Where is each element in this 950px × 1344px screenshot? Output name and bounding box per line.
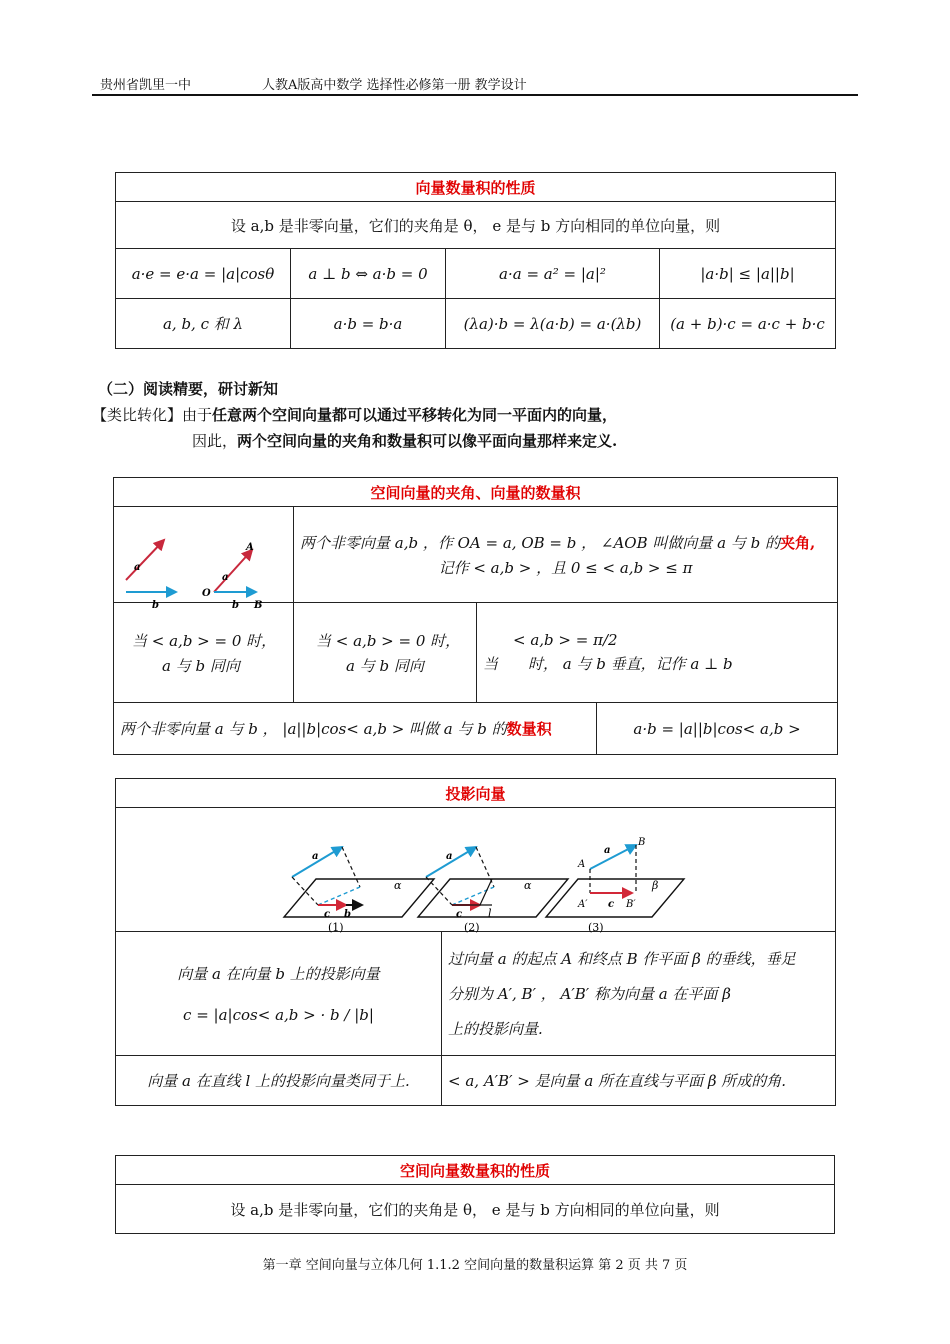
analogy-text: 由于 bbox=[182, 406, 213, 424]
angle-term: 夹角, bbox=[780, 533, 816, 552]
table4-intro: 设 a,b 是非零向量，它们的夹角是 θ， e 是与 b 方向相同的单位向量，则 bbox=[116, 1185, 835, 1234]
header-book: 人教A版高中数学 选择性必修第一册 教学设计 bbox=[262, 78, 527, 93]
case-perpendicular bbox=[477, 603, 838, 703]
case-condition: 当 < a,b > = 0 时， bbox=[132, 631, 277, 650]
dot-term: 数量积 bbox=[506, 720, 552, 738]
label-A-prime: A′ bbox=[578, 898, 588, 910]
property-cell: |a·b| ≤ |a||b| bbox=[660, 249, 836, 299]
label-a: a bbox=[446, 850, 453, 862]
label-b: b bbox=[152, 599, 159, 611]
label-b: b bbox=[344, 908, 351, 920]
page-footer: 第一章 空间向量与立体几何 1.1.2 空间向量的数量积运算 第 2 页 共 7 页 bbox=[262, 1258, 688, 1273]
label-beta: β bbox=[652, 878, 659, 892]
dot-product-definition bbox=[114, 703, 597, 755]
angle-definition: 两个非零向量 a,b ，作 OA = a, OB = b ， ∠AOB 叫做向量 a 与 b 的 bbox=[300, 533, 781, 552]
projection-on-plane-cell bbox=[442, 932, 836, 1056]
case-result: a 与 b 同向 bbox=[346, 656, 424, 675]
label-A: A bbox=[246, 541, 254, 553]
plane-definition: 分别为 A′, B′ ， A′B′ 称为向量 a 在平面 β bbox=[448, 985, 731, 1003]
plane-definition: 上的投影向量. bbox=[448, 1020, 543, 1038]
label-a: a bbox=[312, 850, 319, 862]
label-a: a bbox=[134, 561, 141, 573]
label-alpha: α bbox=[524, 878, 532, 892]
label-O: O bbox=[202, 587, 211, 599]
section-heading: （二）阅读精要，研讨新知 bbox=[98, 380, 279, 398]
angle-and-dot-table bbox=[113, 477, 838, 755]
label-c: c bbox=[324, 908, 331, 920]
analogy-emphasis: 两个空间向量的夹角和数量积可以像平面向量那样来定义. bbox=[237, 432, 618, 450]
case-result: a 与 b 同向 bbox=[162, 656, 240, 675]
dot-product-formula: a·b = |a||b|cos< a,b > bbox=[597, 703, 838, 755]
projection-vector-table bbox=[115, 778, 836, 1106]
table1-title: 向量数量积的性质 bbox=[116, 173, 836, 202]
space-dot-properties-table bbox=[115, 1155, 835, 1234]
case-same-direction bbox=[114, 603, 294, 703]
label-b: b bbox=[232, 599, 239, 611]
property-cell: a·b = b·a bbox=[291, 299, 446, 349]
dot-product-properties-table bbox=[115, 172, 836, 349]
projection-figure-2 bbox=[418, 847, 568, 934]
property-cell: a ⊥ b ⇔ a·b = 0 bbox=[291, 249, 446, 299]
label-a: a bbox=[604, 844, 611, 856]
vector-oa-arrow bbox=[214, 550, 252, 592]
property-cell: a·a = a² = |a|² bbox=[446, 249, 660, 299]
line-plane-angle-note: < a, A′B′ > 是向量 a 所在直线与平面 β 所成的角. bbox=[442, 1056, 836, 1106]
projection-figures bbox=[116, 809, 834, 934]
angle-definition-cell bbox=[294, 507, 838, 603]
label-B: B bbox=[254, 599, 263, 611]
property-cell: (a + b)·c = a·c + b·c bbox=[660, 299, 836, 349]
property-cell: a·e = e·a = |a|cosθ bbox=[116, 249, 291, 299]
analogy-line-1 bbox=[92, 404, 617, 425]
table1-intro: 设 a,b 是非零向量，它们的夹角是 θ， e 是与 b 方向相同的单位向量，则 bbox=[116, 202, 836, 249]
angle-figure bbox=[114, 510, 263, 611]
analogy-line-2 bbox=[192, 430, 617, 451]
table4-title: 空间向量数量积的性质 bbox=[116, 1156, 835, 1185]
projection-figure-cell bbox=[116, 808, 836, 932]
case-condition: < a,b > = π/2 bbox=[513, 631, 618, 649]
case-when: 当 bbox=[483, 655, 499, 673]
table3-title: 投影向量 bbox=[116, 779, 836, 808]
analogy-text: 因此， bbox=[192, 432, 238, 450]
line-projection-note: 向量 a 在直线 l 上的投影向量类同于上. bbox=[116, 1056, 442, 1106]
vector-a-arrow bbox=[126, 540, 164, 580]
analogy-tag: 【类比转化】 bbox=[92, 406, 183, 424]
figure-caption: (3) bbox=[588, 920, 604, 934]
property-cell: (λa)·b = λ(a·b) = a·(λb) bbox=[446, 299, 660, 349]
case-condition: 当 < a,b > = 0 时， bbox=[316, 631, 461, 650]
table2-title: 空间向量的夹角、向量的数量积 bbox=[114, 478, 838, 507]
label-l: l bbox=[488, 906, 492, 920]
label-c: c bbox=[456, 908, 463, 920]
angle-figure-cell bbox=[114, 507, 294, 611]
label-B-prime: B′ bbox=[626, 898, 636, 910]
page-header bbox=[92, 74, 858, 96]
case-same-direction bbox=[294, 603, 477, 703]
figure-caption: (2) bbox=[464, 920, 480, 934]
angle-notation: 记作 < a,b > ，且 0 ≤ < a,b > ≤ π bbox=[438, 558, 693, 577]
projection-figure-3 bbox=[546, 837, 684, 934]
case-result: 时， a 与 b 垂直，记作 a ⊥ b bbox=[528, 655, 733, 673]
property-cell: a, b, c 和 λ bbox=[116, 299, 291, 349]
figure-caption: (1) bbox=[328, 920, 344, 934]
dot-definition-text: 两个非零向量 a 与 b ， |a||b|cos< a,b > 叫做 a 与 b 的 bbox=[120, 720, 507, 738]
header-school: 贵州省凯里一中 bbox=[100, 78, 192, 93]
plane-definition: 过向量 a 的起点 A 和终点 B 作平面 β 的垂线，垂足 bbox=[448, 950, 796, 968]
projection-figure-1 bbox=[284, 847, 434, 934]
label-a: a bbox=[222, 571, 229, 583]
projection-on-vector-cell bbox=[116, 932, 442, 1056]
label-c: c bbox=[608, 898, 615, 910]
projection-formula: c = |a|cos< a,b > · b / |b| bbox=[183, 1006, 374, 1024]
label-alpha: α bbox=[394, 878, 402, 892]
projection-title: 向量 a 在向量 b 上的投影向量 bbox=[177, 965, 380, 983]
label-B: B bbox=[638, 836, 646, 848]
label-A: A bbox=[578, 858, 586, 870]
analogy-emphasis: 任意两个空间向量都可以通过平移转化为同一平面内的向量， bbox=[212, 406, 618, 424]
